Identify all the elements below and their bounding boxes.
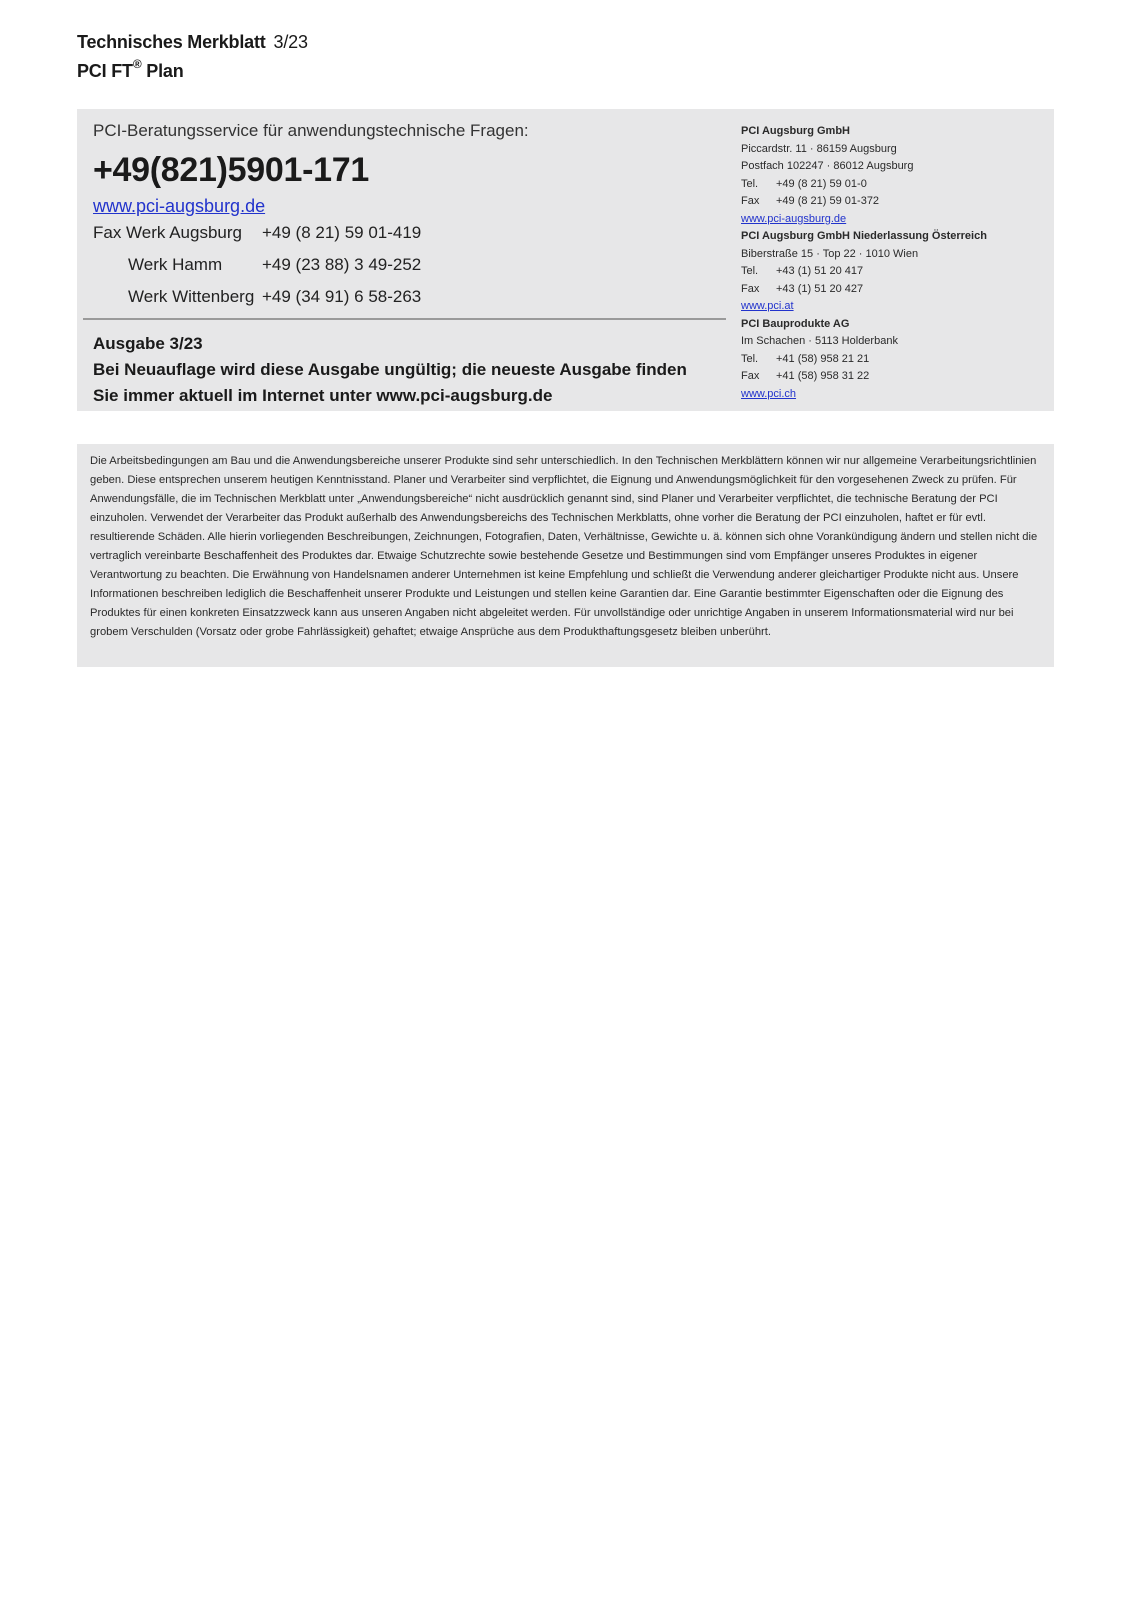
fax-row — [93, 217, 733, 249]
fax-row — [93, 249, 733, 281]
tel-label: Tel. — [741, 177, 759, 190]
fax-list — [93, 217, 733, 313]
company-fax — [741, 368, 1041, 386]
fax-label: Werk Hamm — [128, 255, 223, 274]
company-tel — [741, 263, 1041, 281]
company-fax — [741, 281, 1041, 299]
company-name: PCI Augsburg GmbH Niederlassung Österreich — [741, 230, 987, 242]
service-website-link[interactable]: www.pci-augsburg.de — [93, 196, 266, 216]
company-name: PCI Augsburg GmbH — [741, 125, 850, 137]
service-phone: +49(821)5901-171 — [93, 151, 369, 189]
fax-number: +49 (34 91) 6 58-263 — [262, 287, 422, 306]
company-tel — [741, 351, 1041, 369]
fax-number: +49 (23 88) 3 49-252 — [262, 255, 422, 274]
fax-number: +49 (8 21) 59 01-419 — [262, 223, 422, 242]
edition-section — [93, 331, 733, 409]
tel-number: +49 (8 21) 59 01-0 — [776, 177, 867, 190]
company-address: Im Schachen · 5113 Holderbank — [741, 335, 898, 347]
registered-mark: ® — [132, 57, 142, 71]
product-name: PCI FT — [77, 61, 133, 81]
fax-label: Fax — [741, 282, 760, 295]
company-name: PCI Bauprodukte AG — [741, 317, 850, 330]
product-name-line — [77, 59, 308, 82]
product-suffix: Plan — [146, 61, 184, 81]
fax-label: Fax Werk Augsburg — [93, 223, 242, 242]
section-divider — [83, 318, 726, 320]
doc-version: 3/23 — [273, 32, 308, 52]
fax-number: +41 (58) 958 31 22 — [776, 370, 870, 382]
fax-number: +43 (1) 51 20 427 — [776, 282, 864, 295]
fax-row — [93, 281, 733, 313]
tel-label: Tel. — [741, 352, 759, 365]
fax-number: +49 (8 21) 59 01-372 — [776, 195, 880, 207]
contact-box — [77, 109, 1054, 411]
company-block — [741, 228, 1041, 316]
disclaimer-box — [77, 444, 1054, 667]
company-tel — [741, 176, 1041, 194]
service-label: PCI-Beratungsservice für anwendungstechnische Fragen: — [93, 121, 529, 140]
edition-note-line-1: Bei Neuauflage wird diese Ausgabe ungültig; die neueste Ausgabe finden — [93, 360, 687, 379]
fax-label: Werk Wittenberg — [128, 287, 255, 306]
edition-title: Ausgabe 3/23 — [93, 334, 203, 353]
tel-number: +43 (1) 51 20 417 — [776, 265, 864, 277]
company-block — [741, 316, 1041, 404]
tel-number: +41 (58) 958 21 21 — [776, 352, 870, 365]
service-section — [93, 121, 733, 313]
company-block — [741, 123, 1041, 228]
edition-note-line-2: Sie immer aktuell im Internet unter www.pci-augsburg.de — [93, 386, 553, 405]
company-fax — [741, 193, 1041, 211]
document-header — [77, 32, 308, 82]
doc-title: Technisches Merkblatt — [77, 32, 266, 52]
fax-label: Fax — [741, 195, 760, 207]
disclaimer-text: Die Arbeitsbedingungen am Bau und die Anwendungsbereiche unserer Produkte sind sehr unterschiedlich. In den Technischen Merkblättern können wir nur allgemeine Verarbeitungsrichtlinien geben. Diese entsprechen unserem heutigen Kenntnisstand. Planer und Verarbeiter sind verpflichtet, die Eignung und Anwendungsmöglichkeit für den vorgesehenen Zweck zu prüfen. Für Anwendungsfälle, die im Technischen Merkblatt unter „Anwendungsbereiche“ nicht ausdrücklich genannt sind, sind Planer und Verarbeiter verpflichtet, die technische Beratung der PCI einzuholen. Verwendet der Verarbeiter das Produkt außerhalb des Anwendungsbereichs des Technischen Merkblatts, ohne vorher die Beratung der PCI einzuholen, haftet er für evtl. resultierende Schäden. Alle hierin vorliegenden Beschreibungen, Zeichnungen, Fotografien, Daten, Verhältnisse, Gewichte u. ä. können sich ohne Vorankündigung ändern und stellen nicht die vertraglich vereinbarte Beschaffenheit des Produktes dar. Etwaige Schutzrechte sowie bestehende Gesetze und Bestimmungen sind vom Empfänger unseres Produktes in eigener Verantwortung zu beachten. Die Erwähnung von Handelsnamen anderer Unternehmen ist keine Empfehlung und schließt die Verwendung anderer gleichartiger Produkte nicht aus. Unsere Informationen beschreiben lediglich die Beschaffenheit unserer Produkte und Leistungen und stellen keine Garantien dar. Eine Garantie bestimmter Eigenschaften oder die Eignung des Produktes für einen konkreten Einsatzzweck kann aus unseren Angaben nicht abgeleitet werden. Für unvollständige oder unrichtige Angaben in unserem Informationsmaterial wird nur bei grobem Verschulden (Vorsatz oder grobe Fahrlässigkeit) gehaftet; etwaige Ansprüche aus dem Produkthaftungsgesetz bleiben unberührt. — [90, 455, 1038, 638]
fax-label: Fax — [741, 370, 760, 382]
tel-label: Tel. — [741, 265, 759, 277]
company-addresses — [741, 123, 1041, 403]
company-address: Piccardstr. 11 · 86159 Augsburg — [741, 142, 897, 155]
company-website-link[interactable]: www.pci.at — [741, 300, 794, 312]
company-address: Postfach 102247 · 86012 Augsburg — [741, 160, 914, 172]
company-address: Biberstraße 15 · Top 22 · 1010 Wien — [741, 247, 919, 260]
doc-title-line — [77, 32, 308, 53]
company-website-link[interactable]: www.pci-augsburg.de — [741, 212, 847, 225]
company-website-link[interactable]: www.pci.ch — [741, 387, 797, 400]
